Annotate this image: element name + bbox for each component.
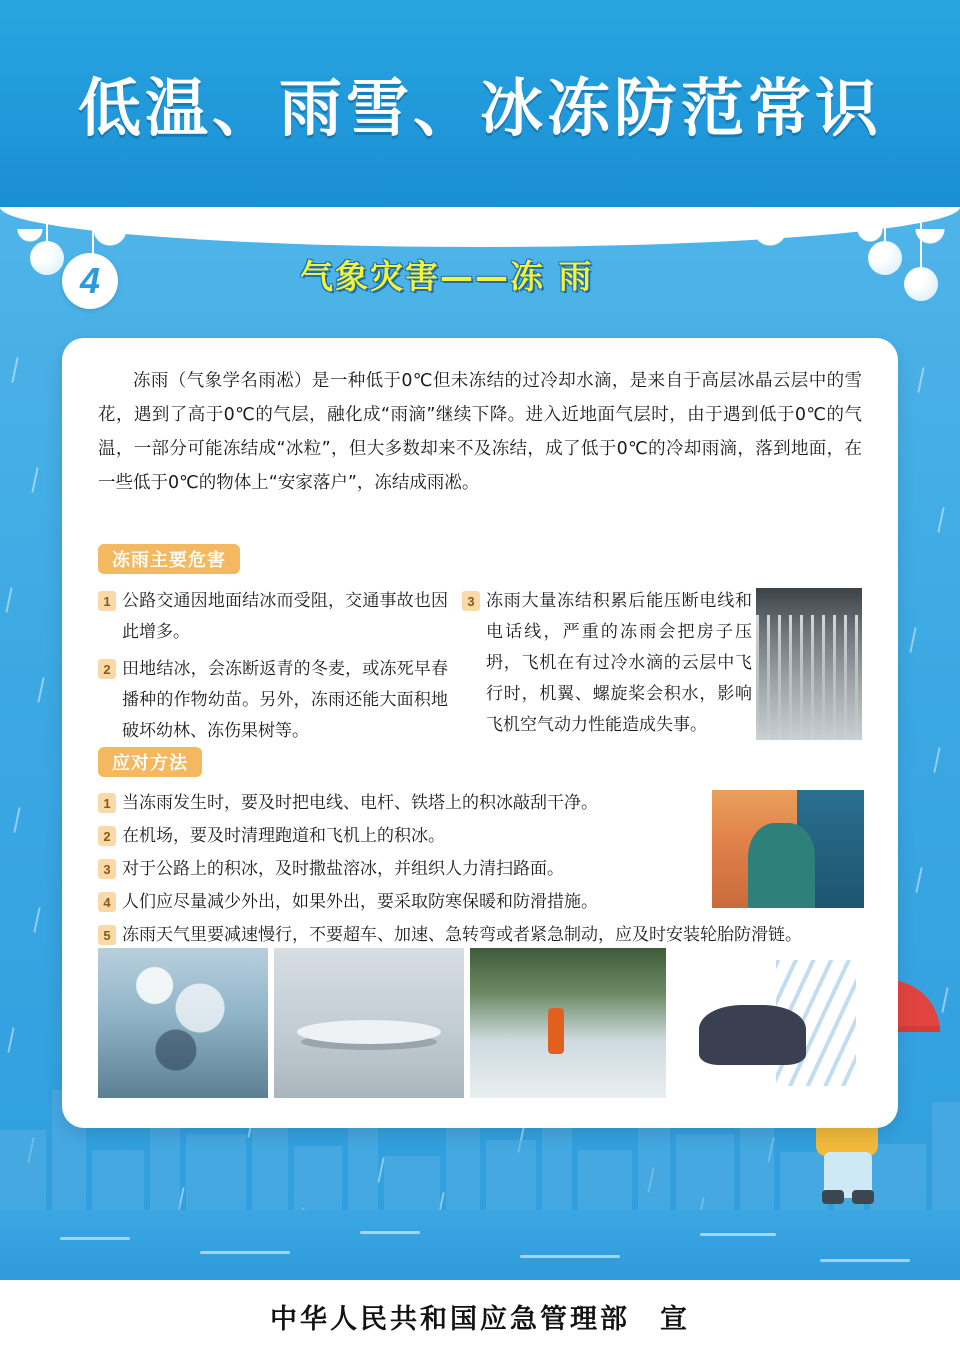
list-text: 公路交通因地面结冰而受阻，交通事故也因此增多。 <box>122 591 448 642</box>
list-index: 3 <box>462 591 480 611</box>
poster-body <box>0 207 960 1280</box>
list-item <box>98 788 722 819</box>
publisher-text: 中华人民共和国应急管理部 宣 <box>270 1304 690 1335</box>
list-text: 对于公路上的积冰，及时撒盐溶冰，并组织人力清扫路面。 <box>122 859 564 879</box>
snow-ridge-decoration <box>0 207 960 247</box>
icicles-on-wires-photo <box>756 588 862 740</box>
content-card <box>62 338 898 1128</box>
person-by-window-illustration <box>712 790 864 908</box>
measures-heading: 应对方法 <box>98 747 202 777</box>
harms-left-column <box>98 586 448 753</box>
list-index: 1 <box>98 793 116 813</box>
list-item <box>462 586 752 741</box>
list-index: 2 <box>98 826 116 846</box>
harms-heading: 冻雨主要危害 <box>98 544 240 574</box>
list-text: 冻雨天气里要减速慢行，不要超车、加速、急转弯或者紧急制动，应及时安装轮胎防滑链。 <box>122 925 802 945</box>
section-number-badge: 4 <box>62 253 118 309</box>
list-item <box>98 887 722 918</box>
section-header <box>0 249 960 329</box>
airplane-on-snowy-runway-photo <box>274 948 464 1098</box>
list-text: 在机场，要及时清理跑道和飞机上的积冰。 <box>122 826 445 846</box>
list-text: 人们应尽量减少外出，如果外出，要采取防寒保暖和防滑措施。 <box>122 892 598 912</box>
list-index: 4 <box>98 892 116 912</box>
list-item <box>98 654 448 747</box>
poster-footer <box>0 1280 960 1353</box>
worker-spreading-salt-on-road-photo <box>470 948 666 1098</box>
list-item <box>98 920 897 951</box>
hanging-ornament-right <box>884 207 886 243</box>
harms-right-column <box>462 586 752 747</box>
car-skidding-on-icy-road-cartoon <box>672 948 864 1098</box>
list-index: 3 <box>98 859 116 879</box>
section-title: 气象灾害——冻 雨 <box>300 257 594 296</box>
poster-header <box>0 0 960 207</box>
list-item <box>98 854 722 885</box>
list-text: 田地结冰，会冻断返青的冬麦，或冻死早春播种的作物幼苗。另外，冻雨还能大面积地破坏幼林、冻伤果树等。 <box>122 659 448 741</box>
hanging-ornament-left <box>46 207 48 243</box>
list-index: 1 <box>98 591 116 611</box>
list-index: 5 <box>98 925 116 945</box>
list-text: 冻雨大量冻结积累后能压断电线和电话线，严重的冻雨会把房子压坍，飞机在有过冷水滴的云层中飞行时，机翼、螺旋桨会积水，影响飞机空气动力性能造成失事。 <box>486 591 752 735</box>
list-text: 当冻雨发生时，要及时把电线、电杆、铁塔上的积冰敲刮干净。 <box>122 793 598 813</box>
water-decoration <box>0 1210 960 1280</box>
page-title: 低温、雨雪、冰冻防范常识 <box>78 72 882 145</box>
list-item <box>98 586 448 648</box>
intro-paragraph: 冻雨（气象学名雨凇）是一种低于0℃但未冻结的过冷却水滴，是来自于高层冰晶云层中的雪花，遇到了高于0℃的气层，融化成“雨滴”继续下降。进入近地面气层时，由于遇到低于0℃的气温，一部分可能冻结成“冰粒”，但大多数却来不及冻结，成了低于0℃的冷却雨滴，落到地面，在一些低于0℃的物体上“安家落户”，冻结成雨凇。 <box>98 371 862 493</box>
worker-clearing-ice-from-tree-photo <box>98 948 268 1098</box>
list-item <box>98 821 722 852</box>
list-index: 2 <box>98 659 116 679</box>
